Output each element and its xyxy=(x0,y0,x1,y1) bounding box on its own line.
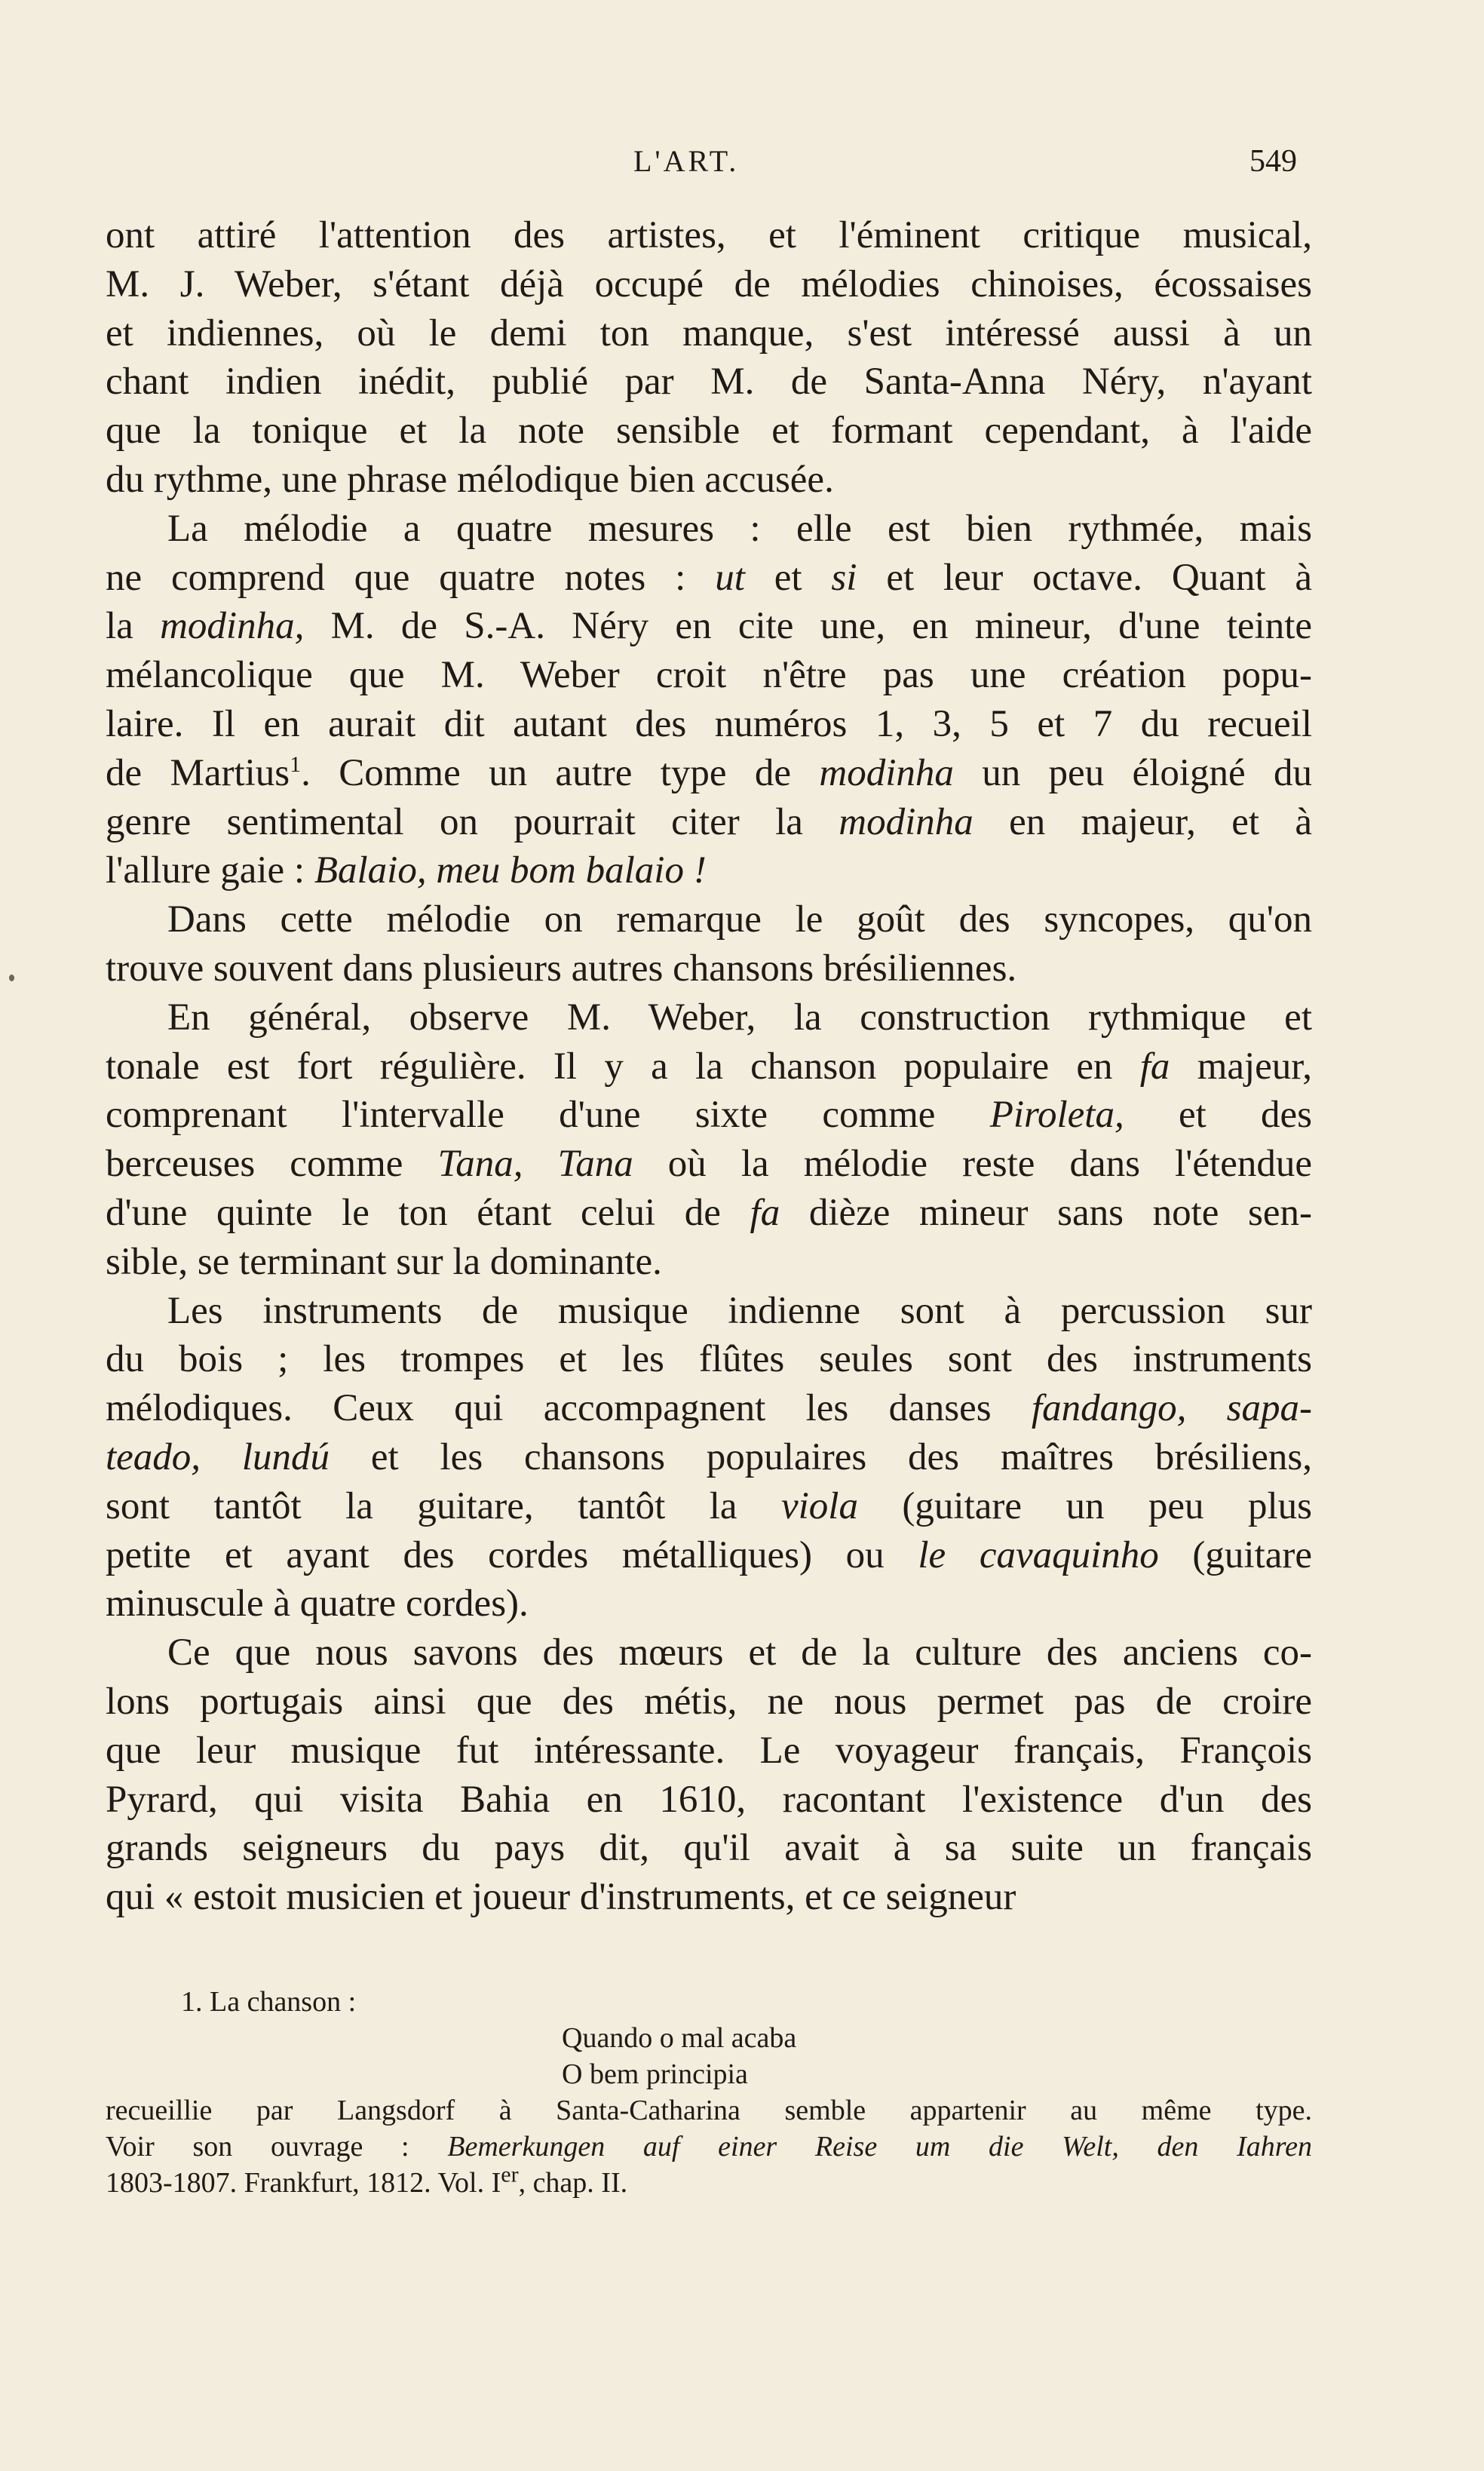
text-run: mélodiques. Ceux qui accompagnent les danses xyxy=(106,1387,1032,1430)
footnote-verse-line-1: Quando o mal acaba xyxy=(562,2022,797,2054)
text-run: la xyxy=(106,605,161,648)
italic-run: le cavaquinho xyxy=(918,1533,1159,1576)
text-line xyxy=(106,505,1312,554)
text-run: En général, observe M. Weber, la construction rythmique et xyxy=(167,996,1312,1039)
text-run: . Comme un autre type de xyxy=(301,751,820,794)
text-line xyxy=(106,1579,1312,1628)
text-line: du rythme, une phrase mélodique bien accusée. xyxy=(106,458,834,501)
text-line: que la tonique et la note sensible et formant cependant, à l'aide xyxy=(106,410,1312,453)
text-run: où la mélodie reste dans l'étendue xyxy=(633,1143,1312,1186)
text-run: minuscule à quatre cordes). xyxy=(106,1582,529,1625)
footnote-line xyxy=(106,2162,1312,2201)
italic-run: Bemerkungen auf einer Reise um die Welt, den Iahren xyxy=(447,2131,1312,2163)
text-line xyxy=(106,1727,1312,1776)
paragraph xyxy=(106,993,1312,1287)
text-run: sible, se terminant sur la dominante. xyxy=(106,1240,662,1283)
text-run: laire. Il en aurait dit autant des numéros 1, 3, 5 et 7 du recueil xyxy=(106,702,1312,745)
text-line xyxy=(106,1482,1312,1531)
text-line xyxy=(106,1287,1312,1336)
italic-run: viola xyxy=(780,1484,858,1527)
text-line xyxy=(106,846,1312,895)
italic-run: fandango, sapa- xyxy=(1031,1387,1312,1430)
text-line xyxy=(106,1873,1312,1922)
footnote-ref: 1 xyxy=(290,751,302,777)
page-header xyxy=(106,143,1297,189)
text-run: en majeur, et à xyxy=(973,800,1312,843)
text-run: et les chansons populaires des maîtres brésiliens, xyxy=(330,1435,1313,1478)
italic-run: ut xyxy=(715,556,745,599)
text-run: sont tantôt la guitare, tantôt la xyxy=(106,1484,781,1527)
text-line xyxy=(106,798,1312,847)
text-run: Voir son ouvrage : xyxy=(106,2131,448,2163)
text-line xyxy=(106,602,1312,651)
italic-run: modinha xyxy=(839,800,973,843)
text-line xyxy=(106,1042,1312,1091)
text-run: dièze mineur sans note sen- xyxy=(780,1191,1313,1234)
paragraph xyxy=(106,211,1312,505)
text-run: (guitare xyxy=(1158,1533,1313,1576)
text-line xyxy=(106,1433,1312,1482)
text-run: petite et ayant des cordes métalliques) ou xyxy=(106,1533,918,1576)
text-run: Pyrard, qui visita Bahia en 1610, racontant l'existence d'un des xyxy=(106,1778,1312,1821)
text-line xyxy=(106,1384,1312,1433)
text-run: La mélodie a quatre mesures : elle est bien rythmée, mais xyxy=(167,507,1312,550)
text-run: M. de S.-A. Néry en cite une, en mineur, d'une teinte xyxy=(304,605,1312,648)
italic-run: modinha xyxy=(819,751,954,794)
text-line xyxy=(106,1531,1312,1580)
italic-run: Balaio, meu bom balaio ! xyxy=(314,849,707,892)
text-run: berceuses comme xyxy=(106,1143,438,1186)
text-run: du bois ; les trompes et les flûtes seules sont des instruments xyxy=(106,1338,1312,1381)
text-run: de Martius xyxy=(106,751,290,794)
text-line xyxy=(106,700,1312,749)
text-run: et leur octave. Quant à xyxy=(857,556,1313,599)
footnotes xyxy=(106,1984,1312,2201)
text-line xyxy=(106,944,1312,993)
footnote-body xyxy=(106,2092,1312,2201)
paragraph xyxy=(106,1287,1312,1629)
text-line xyxy=(106,1628,1312,1678)
text-run: Les instruments de musique indienne sont à percussion sur xyxy=(167,1289,1312,1332)
text-run: qui « estoit musicien et joueur d'instruments, et ce seigneur xyxy=(106,1876,1016,1919)
text-run: et xyxy=(744,556,832,599)
text-line: et indiennes, où le demi ton manque, s'est intéressé aussi à un xyxy=(106,312,1312,355)
text-line: ont attiré l'attention des artistes, et l'éminent critique musical, xyxy=(106,214,1312,256)
text-run: recueillie par Langsdorf à Santa-Catharina semble appartenir au même type. xyxy=(106,2095,1312,2126)
text-run: tonale est fort régulière. Il y a la chanson populaire en xyxy=(106,1045,1140,1088)
paragraph xyxy=(106,1628,1312,1922)
text-line: M. J. Weber, s'étant déjà occupé de mélodies chinoises, écossaises xyxy=(106,262,1312,305)
italic-run: fa xyxy=(1139,1045,1170,1088)
text-line: chant indien inédit, publié par M. de Santa-Anna Néry, n'ayant xyxy=(106,361,1312,404)
text-line xyxy=(106,1776,1312,1825)
text-run: l'allure gaie : xyxy=(106,849,314,892)
text-line xyxy=(106,651,1312,700)
italic-run: Tana, Tana xyxy=(437,1143,633,1186)
italic-run: Piroleta, xyxy=(989,1094,1124,1137)
text-line xyxy=(106,1335,1312,1384)
paragraph xyxy=(106,505,1312,895)
text-line xyxy=(106,1091,1312,1140)
text-run: un peu éloigné du xyxy=(953,751,1313,794)
footnote-intro: 1. La chanson : xyxy=(181,1986,357,2018)
footnote-ref: er xyxy=(501,2162,519,2187)
text-run: Dans cette mélodie on remarque le goût des syncopes, qu'on xyxy=(167,898,1312,941)
page-number: 549 xyxy=(1249,144,1297,179)
text-line xyxy=(106,1824,1312,1873)
text-run: grands seigneurs du pays dit, qu'il avait à sa suite un français xyxy=(106,1827,1312,1870)
text-run: ne comprend que quatre notes : xyxy=(106,556,716,599)
footnote-line xyxy=(106,2092,1312,2129)
text-run: que leur musique fut intéressante. Le voyageur français, François xyxy=(106,1729,1312,1772)
text-line xyxy=(106,993,1312,1042)
italic-run: modinha, xyxy=(160,605,305,648)
text-run: majeur, xyxy=(1170,1045,1312,1088)
italic-run: fa xyxy=(750,1191,780,1234)
running-head: L'ART. xyxy=(633,144,740,178)
text-run: mélancolique que M. Weber croit n'être pas une création popu- xyxy=(106,654,1312,697)
paragraph xyxy=(106,895,1312,993)
text-line xyxy=(106,554,1312,603)
text-run: , chap. II. xyxy=(518,2167,628,2199)
text-line xyxy=(106,895,1312,944)
text-line xyxy=(106,749,1312,798)
text-run: d'une quinte le ton étant celui de xyxy=(106,1191,750,1234)
text-run: 1803-1807. Frankfurt, 1812. Vol. I xyxy=(106,2167,501,2199)
paper-speck xyxy=(9,975,14,981)
footnote-line xyxy=(106,2129,1312,2165)
footnote-verse-line-2: O bem principia xyxy=(562,2058,748,2090)
text-run: Ce que nous savons des mœurs et de la culture des anciens co- xyxy=(167,1631,1312,1674)
text-run: genre sentimental on pourrait citer la xyxy=(106,800,839,843)
text-run: comprenant l'intervalle d'une sixte comme xyxy=(106,1094,990,1137)
text-run: et des xyxy=(1124,1094,1312,1137)
text-line xyxy=(106,1189,1312,1238)
italic-run: si xyxy=(831,556,857,599)
text-run: (guitare un peu plus xyxy=(857,1484,1313,1527)
body-text xyxy=(106,211,1312,1922)
text-line xyxy=(106,1140,1312,1189)
italic-run: teado, lundú xyxy=(106,1435,330,1478)
text-run: lons portugais ainsi que des métis, ne nous permet pas de croire xyxy=(106,1680,1312,1723)
text-run: trouve souvent dans plusieurs autres chansons brésiliennes. xyxy=(106,947,1017,990)
text-line xyxy=(106,1678,1312,1727)
text-line xyxy=(106,1238,1312,1287)
